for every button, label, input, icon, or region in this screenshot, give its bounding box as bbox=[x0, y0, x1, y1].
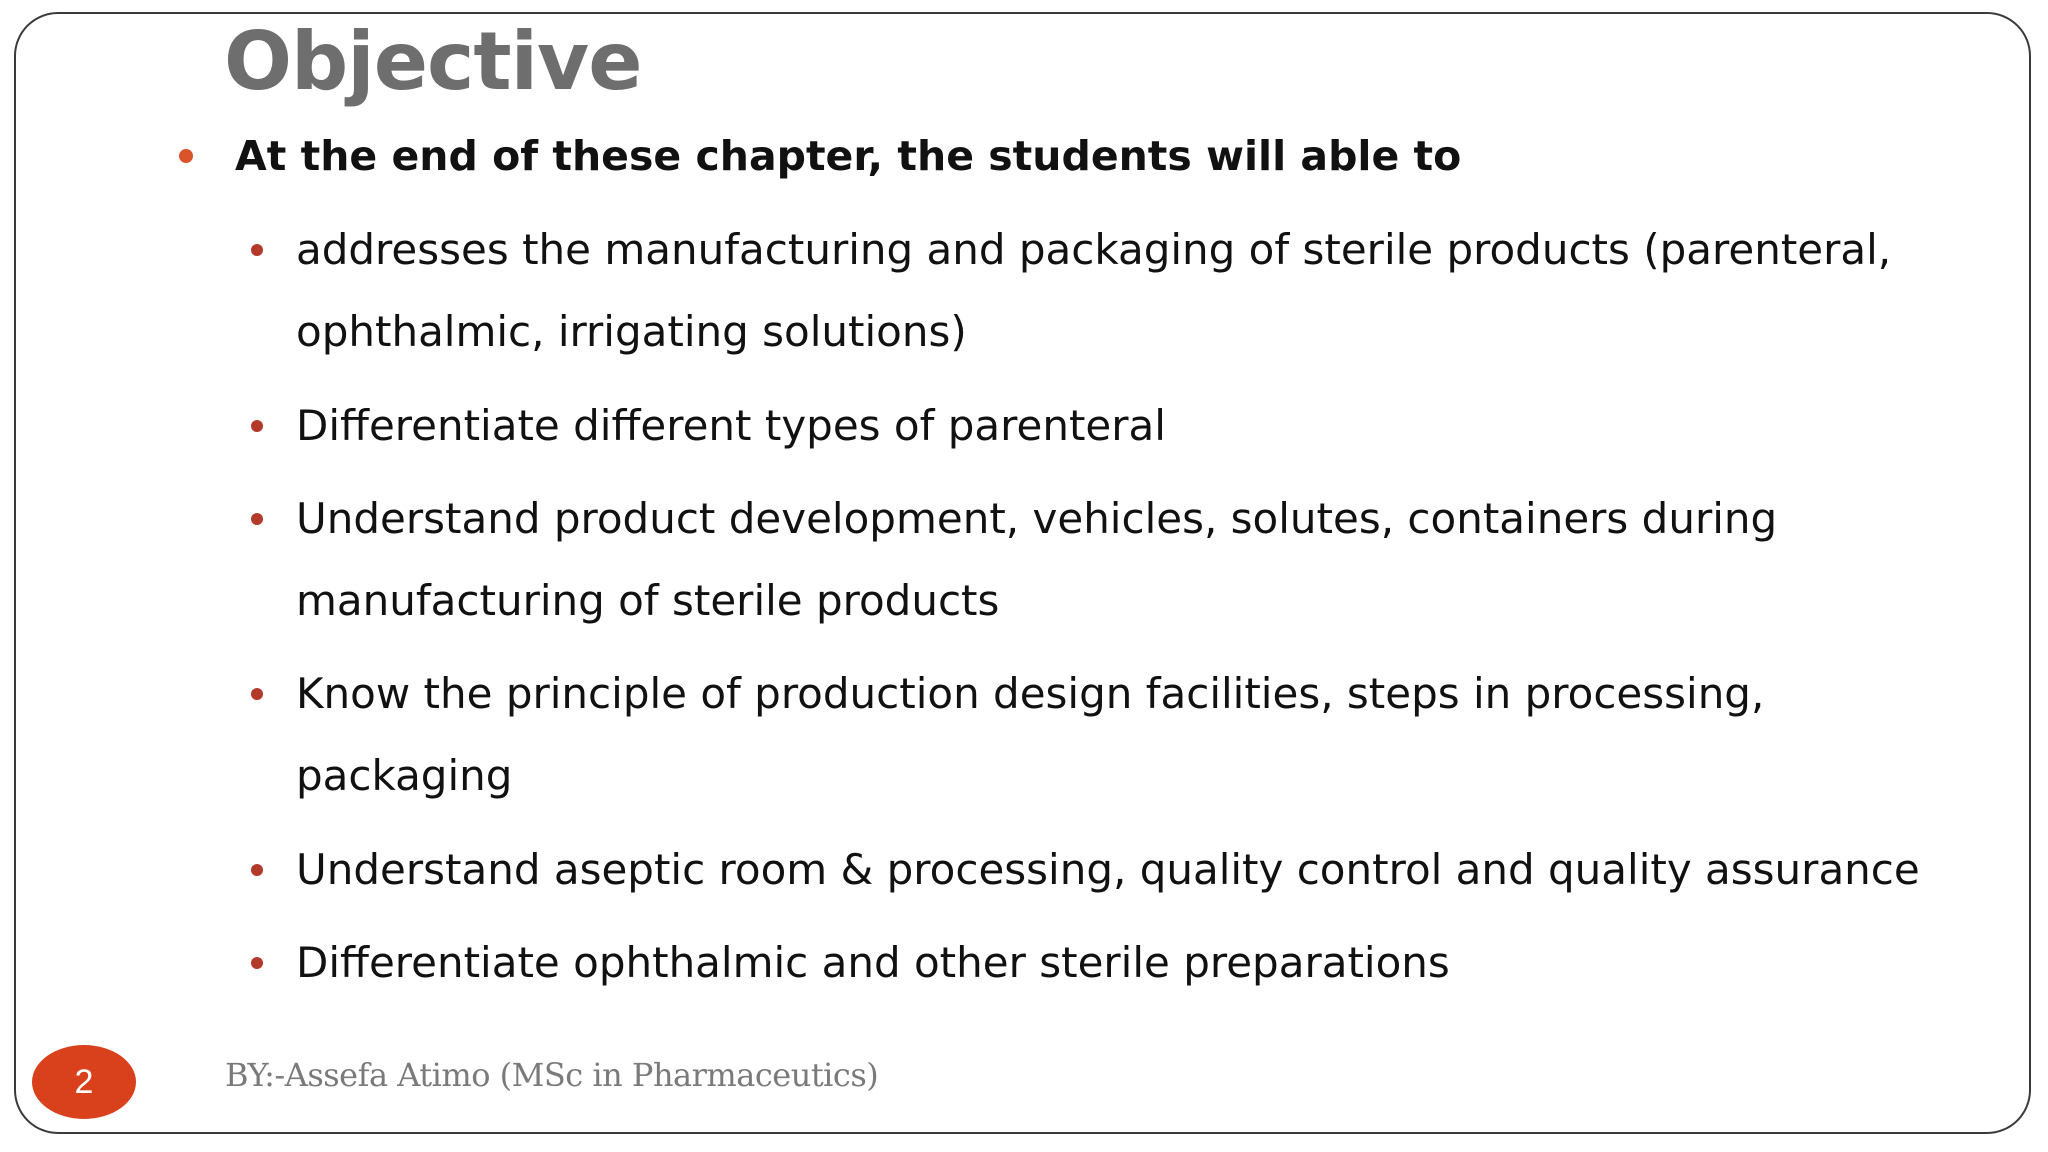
footer-author: BY:-Assefa Atimo (MSc in Pharmaceutics) bbox=[225, 1056, 879, 1094]
objective-item bbox=[248, 922, 1948, 1004]
bullet-dot-icon bbox=[251, 864, 263, 876]
objective-item-text: Differentiate different types of parenteral bbox=[296, 401, 1166, 450]
objective-item bbox=[248, 653, 1948, 817]
bullet-dot-icon bbox=[251, 957, 263, 969]
objective-item bbox=[248, 478, 1948, 642]
page-number-badge: 2 bbox=[32, 1045, 136, 1119]
bullet-dot-icon bbox=[251, 420, 263, 432]
bullet-dot-icon bbox=[251, 688, 263, 700]
bullet-dot-icon bbox=[251, 513, 263, 525]
objective-item-text: Understand product development, vehicles, solutes, containers during manufacturing of sterile products bbox=[296, 494, 1778, 625]
bullet-dot-icon bbox=[179, 149, 193, 163]
objective-item bbox=[248, 829, 1948, 911]
bullet-dot-icon bbox=[251, 244, 263, 256]
objective-item-text: Know the principle of production design facilities, steps in processing, packaging bbox=[296, 669, 1765, 800]
intro-bullet-text: At the end of these chapter, the students will able to bbox=[235, 132, 1462, 180]
objective-item-text: Differentiate ophthalmic and other sterile preparations bbox=[296, 938, 1450, 987]
slide-title: Objective bbox=[224, 15, 642, 108]
objective-item bbox=[248, 209, 1948, 373]
objective-item bbox=[248, 385, 1948, 467]
objective-item-text: addresses the manufacturing and packaging of sterile products (parenteral, ophthalmic, irrigating solutions) bbox=[296, 225, 1892, 356]
objective-item-text: Understand aseptic room & processing, quality control and quality assurance bbox=[296, 845, 1920, 894]
